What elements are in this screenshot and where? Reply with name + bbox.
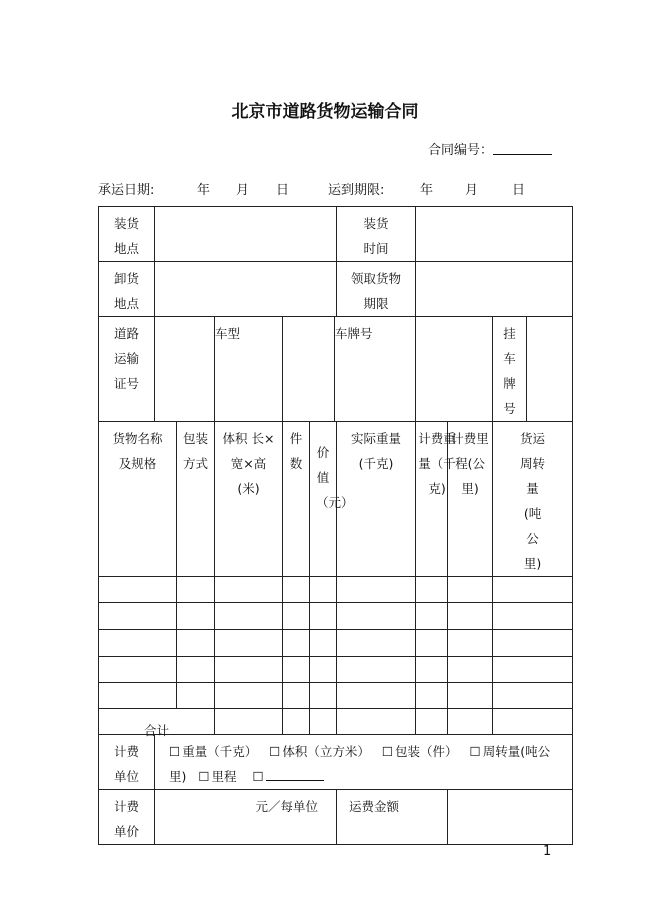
ship-day-label: 日: [276, 183, 290, 198]
page-title: 北京市道路货物运输合同: [231, 102, 419, 122]
checkbox-icon[interactable]: ☐: [198, 769, 210, 784]
checkbox-icon[interactable]: ☐: [169, 744, 181, 759]
fee-amount-label: 运费金额: [337, 790, 448, 845]
col-header-value: 价值（元）: [310, 422, 337, 577]
total-label: 合计: [99, 709, 215, 735]
col-header-turnover: 货运周转量(吨公里): [493, 422, 573, 577]
fee-amount-value[interactable]: [448, 790, 573, 845]
checkbox-icon[interactable]: ☐: [252, 769, 264, 784]
fee-price-label: 计费单价: [99, 790, 155, 845]
deadline-label: 运到期限:: [328, 183, 385, 198]
table-row[interactable]: [99, 630, 573, 657]
fee-unit-volume-option[interactable]: ☐ 体积（立方米）: [269, 744, 370, 759]
fee-unit-weight-option[interactable]: ☐ 重量（千克）: [169, 744, 257, 759]
fee-unit-turnover-option[interactable]: ☐ 周转量(吨公里): [169, 744, 550, 784]
loading-place-label: 装货地点: [99, 207, 155, 262]
deadline-day-label: 日: [512, 183, 526, 198]
loading-time-label: 装货时间: [337, 207, 416, 262]
loading-place-value[interactable]: [155, 207, 337, 262]
deadline-year-label: 年: [420, 183, 434, 198]
table-row[interactable]: [99, 683, 573, 709]
fee-unit-label: 计费单位: [99, 735, 155, 790]
fee-unit-other-option[interactable]: [252, 769, 323, 784]
col-header-goods: 货物名称及规格: [99, 422, 177, 577]
ship-year-label: 年: [197, 183, 211, 198]
checkbox-icon[interactable]: ☐: [381, 744, 394, 759]
vehicle-type-label: 车型: [215, 317, 283, 422]
deadline-month-label: 月: [465, 183, 479, 198]
table-row[interactable]: [99, 577, 573, 603]
col-header-packing: 包装方式: [177, 422, 215, 577]
plate-label: 车牌号: [335, 317, 416, 422]
pickup-deadline-label: 领取货物期限: [337, 262, 416, 317]
pickup-deadline-value[interactable]: [416, 262, 573, 317]
col-header-billing-weight: 计费重量（千克): [416, 422, 448, 577]
loading-time-value[interactable]: [416, 207, 573, 262]
plate-value[interactable]: [416, 317, 493, 422]
vehicle-type-value[interactable]: [283, 317, 335, 422]
checkbox-icon[interactable]: ☐: [269, 744, 281, 759]
col-header-volume: 体积 长×宽×高(米): [215, 422, 283, 577]
col-header-actual-weight: 实际重量(千克): [337, 422, 416, 577]
col-header-billing-distance: 计费里程(公里): [448, 422, 493, 577]
trailer-plate-label: 挂车牌号: [493, 317, 527, 422]
table-row[interactable]: [99, 603, 573, 630]
ship-month-label: 月: [236, 183, 250, 198]
contract-no-field[interactable]: [493, 154, 552, 155]
unloading-place-label: 卸货地点: [99, 262, 155, 317]
contract-no-label: 合同编号：: [428, 143, 494, 158]
total-row: [99, 709, 573, 735]
table-row[interactable]: [99, 657, 573, 683]
fee-price-unit[interactable]: 元／每单位: [155, 790, 337, 845]
unloading-place-value[interactable]: [155, 262, 337, 317]
page-number: 1: [543, 844, 552, 859]
checkbox-icon[interactable]: ☐: [469, 744, 481, 759]
fee-unit-distance-option[interactable]: ☐ 里程: [198, 769, 236, 784]
contract-table: [98, 206, 573, 845]
trailer-plate-value[interactable]: [527, 317, 573, 422]
ship-date-label: 承运日期:: [98, 183, 155, 198]
permit-value[interactable]: [155, 317, 215, 422]
fee-unit-package-option[interactable]: ☐ 包装（件）: [382, 744, 458, 759]
col-header-count: 件数: [283, 422, 310, 577]
permit-label: 道路运输证号: [99, 317, 155, 422]
fee-unit-options: [155, 735, 573, 790]
fee-unit-other-blank[interactable]: [266, 768, 324, 781]
